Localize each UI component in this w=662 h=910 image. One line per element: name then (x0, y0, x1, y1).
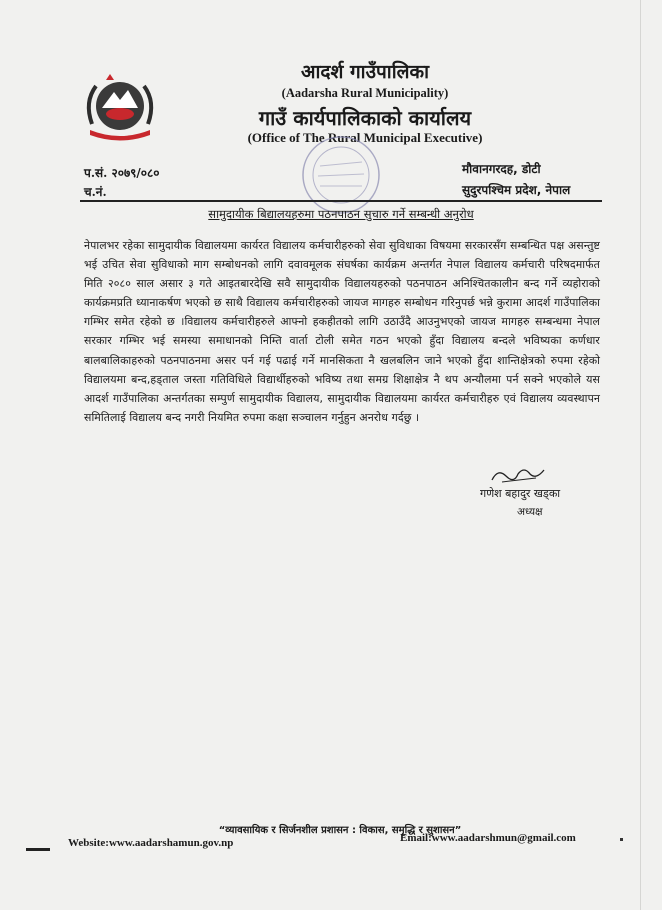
letter-body: नेपालभर रहेका सामुदायीक विद्यालयमा कार्यरत विद्यालय कर्मचारीहरुको सेवा सुविधाका विषयमा सरकारसँग सम्बन्धित पक्ष असन्तुष्ट भई उचित सेवा सुविधाको माग सम्बोधनको लागि दवावमूलक संघर्षका कार्यक्रम अन्तर्गत नेपाल विद्यालय कर्मचारी परिषदमार्फत मिति २०८० साल असार ३ गते आइतबारदेखि सवै सामुदायीक विद्यालयहरुको पठनपाठन अनिश्चितकालीन बन्द गर्ने व्यहोराको कार्यक्रमप्रति ध्यानाकर्षण भएको छ साथै विद्यालय कर्मचारीहरुको जायज मागहरु सम्बोधन गरिनुपर्छ भन्ने कुरामा आदर्श गाउँपालिका गम्भिर समेत रहेको छ ।विद्यालय कर्मचारीहरुले आफ्नो हकहीतको लागि उठाउँदै आउनुभएको जायज मागहरु सम्बन्धमा नेपाल सरकार गम्भिर भई समस्या समाधानको निम्ति वार्ता टोली समेत गठन भएको हुँदा विद्यालय बन्दले भविष्यका कर्णधार बालबालिकाहरुको पठनपाठनमा असर पर्न गई पढाई गर्ने मानसिकता नै खलबलिन जाने भएको हुँदा शान्तिक्षेत्रको रुपमा रहेको विद्यालयमा बन्द,हड्ताल जस्ता गतिविधिले विद्यार्थीहरुको भविष्य तथा समग्र शिक्षाक्षेत्र नै थप अन्यौलमा पर्न सक्ने भएकोले यस आदर्श गाउँपालिका अन्तर्गतका सम्पुर्ण सामुदायीक विद्यालय, सामुदायीक विद्यालयमा कार्यरत कर्मचारीहरु एवं विद्यालय व्यवस्थापन समितिलाई विद्यालय बन्द नगरी नियमित रुपमा कक्षा सञ्चालन गर्नुहुन अनरोध गर्दछु । (84, 239, 600, 424)
office-seal-stamp-icon (300, 134, 382, 216)
margin-mark (26, 848, 50, 851)
signatory-name: गणेश बहादुर खड्का (480, 487, 561, 500)
office-name-en: (Office of The Rural Municipal Executive) (247, 130, 483, 145)
address-line-2: सुदुरपश्चिम प्रदेश, नेपाल (462, 183, 571, 197)
footer-website: Website:www.aadarshamun.gov.np (68, 837, 234, 849)
address-line-1: मौवानगरदह, डोटी (462, 162, 541, 176)
nepal-emblem-icon (80, 72, 160, 142)
header-divider (80, 200, 602, 202)
signatory-title: अध्यक्ष (517, 506, 543, 518)
footer-slogan: “व्यावसायिक र सिर्जनशील प्रशासन : विकास, समृद्धि र सुशासन” (218, 825, 462, 836)
dispatch-number: च.नं. (84, 185, 107, 199)
reference-number: प.सं. २०७९/०८० (84, 166, 160, 180)
letter-subject (80, 207, 602, 222)
handwritten-signature-icon (488, 464, 548, 486)
municipality-name-np: आदर्श गाउँपालिका (300, 61, 430, 83)
municipality-name-en: (Aadarsha Rural Municipality) (281, 86, 449, 100)
office-name-np: गाउँ कार्यपालिकाको कार्यालय (258, 106, 472, 130)
margin-dot (620, 838, 623, 841)
subject-text: सामुदायीक बिद्यालयहरुमा पठनपाठन सुचारु गर्ने सम्बन्धी अनुरोध (208, 207, 474, 221)
paper-edge (640, 0, 641, 910)
footer-email: Email:www.aadarshmun@gmail.com (400, 832, 576, 844)
